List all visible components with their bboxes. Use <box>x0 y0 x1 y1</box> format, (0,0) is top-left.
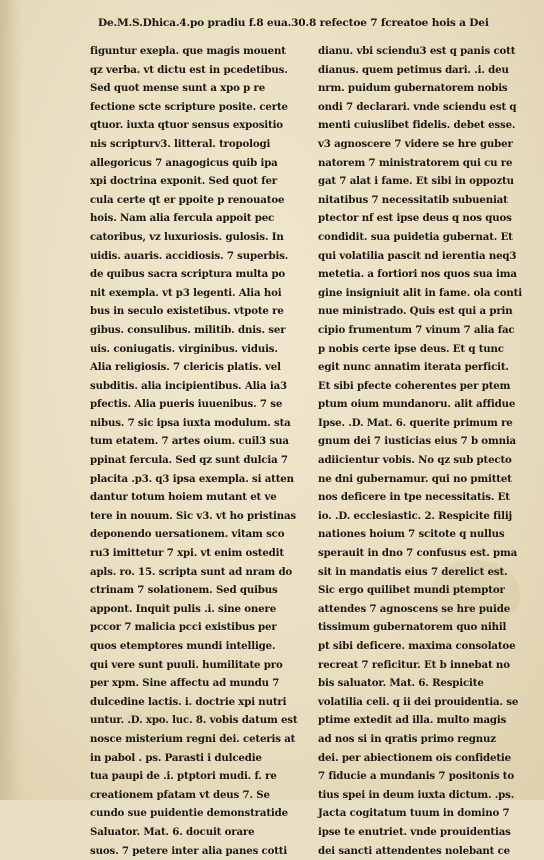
page-fold-shadow <box>0 0 22 800</box>
text-line: de quibus sacra scriptura multa po <box>90 268 286 281</box>
text-line: ru3 imittetur 7 xpi. vt enim ostedit <box>90 547 284 560</box>
text-line: tua paupi de .i. ptptori mudi. f. re <box>90 770 277 783</box>
text-line: bis saluator. Mat. 6. Respicite <box>318 677 484 690</box>
text-line: tissimum gubernatorem quo nihil <box>318 621 507 634</box>
text-line: subditis. alia incipientibus. Alia ia3 <box>90 379 287 392</box>
text-line: nos deficere in tpe necessitatis. Et <box>318 491 510 504</box>
text-line: ad nos si in qratis primo regnuz <box>318 732 496 745</box>
text-line: ptum oium mundanoru. alit affidue <box>318 398 516 411</box>
text-line: volatilia celi. q ii dei prouidentia. se <box>318 695 519 708</box>
running-header: De.M.S.Dhica.4.po pradiu f.8 eua.30.8 refectoe 7 fcreatoe hois a Dei <box>98 17 489 29</box>
text-line: pfectis. Alia pueris iuuenibus. 7 se <box>90 398 283 411</box>
text-line: qui volatilia pascit nd ierentia neq3 <box>318 249 517 262</box>
text-line: quos etemptores mundi intellige. <box>90 640 276 652</box>
text-line: Jacta cogitatum tuum in domino 7 <box>318 807 510 820</box>
text-line: natorem 7 ministratorem qui cu re <box>318 156 513 169</box>
text-line: gine insigniuit alit in fame. ola conti <box>318 286 522 299</box>
text-line: qtuor. iuxta qtuor sensus expositio <box>90 119 283 132</box>
text-line: in pabol . ps. Parasti i dulcedie <box>90 751 262 764</box>
text-line: gat 7 alat i fame. Et sibi in oppoztu <box>318 175 514 188</box>
text-line: gibus. consulibus. militib. dnis. ser <box>90 323 286 336</box>
text-line: adiicientur vobis. No qz sub ptecto <box>318 454 512 467</box>
text-line: nrm. puidum gubernatorem nobis <box>318 82 508 95</box>
text-line: sperauit in dno 7 confusus est. pma <box>318 547 518 560</box>
text-line: io. .D. ecclesiastic. 2. Respicite filij <box>318 509 513 522</box>
text-line: nit exempla. vt p3 legenti. Alia hoi <box>90 286 282 299</box>
text-line: Saluator. Mat. 6. docuit orare <box>90 825 255 838</box>
text-line: ctrinam 7 solationem. Sed quibus <box>90 584 278 597</box>
text-line: ptime extedit ad illa. multo magis <box>318 714 507 727</box>
text-line: qui vere sunt puuli. humilitate pro <box>90 658 283 671</box>
text-line: nibus. 7 sic ipsa iuxta modulum. sta <box>90 416 291 429</box>
text-line: ipse te enutriet. vnde prouidentias <box>318 825 511 838</box>
text-line: gnum dei 7 iusticias eius 7 b omnia <box>318 435 517 448</box>
text-line: dulcedine lactis. i. doctrie xpi nutri <box>90 695 287 708</box>
text-line: Sic ergo quilibet mundi ptemptor <box>318 584 505 597</box>
text-line: dianu. vbi sciendu3 est q panis cott <box>318 45 516 57</box>
text-line: uidis. auaris. accidiosis. 7 superbis. <box>90 249 289 262</box>
right-column <box>318 42 530 860</box>
text-line: catoribus, vz luxuriosis. gulosis. In <box>90 230 284 243</box>
left-column <box>90 42 308 860</box>
text-line: Et sibi pfecte coherentes per ptem <box>318 379 511 392</box>
text-line: placita .p3. q3 ipsa exempla. si atten <box>90 472 294 485</box>
text-line: dei sancti attendentes nolebant ce <box>318 844 510 857</box>
text-line: dantur totum hoiem mutant et ve <box>90 491 277 504</box>
text-line: qz verba. vt dictu est in pcedetibus. <box>90 63 288 76</box>
text-line: tius spei in deum iuxta dictum. .ps. <box>318 788 515 801</box>
text-line: figuntur exepla. que magis mouent <box>90 45 286 57</box>
text-line: pccor 7 malicia pcci existibus per <box>90 621 277 634</box>
text-line: allegoricus 7 anagogicus quib ipa <box>90 156 278 169</box>
text-line: ptector nf est ipse deus q nos quos <box>318 212 512 225</box>
text-line: nitatibus 7 necessitatib subueniat <box>318 193 508 206</box>
text-line: sit in mandatis eius 7 derelict est. <box>318 565 508 578</box>
text-line: ppinat fercula. Sed qz sunt dulcia 7 <box>90 454 288 467</box>
text-line: egit nunc annatim iterata perficit. <box>318 361 509 374</box>
text-line: tere in nouum. Sic v3. vt ho pristinas <box>90 509 297 522</box>
text-line: creationem pfatam vt deus 7. Se <box>90 788 270 801</box>
text-line: pt sibi deficere. maxima consolatoe <box>318 640 516 652</box>
text-line: attendes 7 agnoscens se hre puide <box>318 602 511 615</box>
text-line: per xpm. Sine affectu ad mundu 7 <box>90 677 280 690</box>
text-line: v3 agnoscere 7 videre se hre guber <box>318 137 513 150</box>
text-line: dei. per abiectionem ois confidetie <box>318 751 511 764</box>
text-line: apls. ro. 15. scripta sunt ad nram do <box>90 565 293 578</box>
text-line: bus in seculo existetibus. vtpote re <box>90 305 284 318</box>
text-line: untur. .D. xpo. luc. 8. vobis datum est <box>90 714 298 727</box>
text-line: suos. 7 petere inter alia panes cotti <box>90 844 288 857</box>
text-line: p nobis certe ipse deus. Et q tunc <box>318 342 504 355</box>
text-line: Alia religiosis. 7 clericis platis. vel <box>90 361 281 374</box>
text-line: nosce misterium regni dei. ceteris at <box>90 732 296 745</box>
text-line: menti cuiuslibet fidelis. debet esse. <box>318 119 516 132</box>
text-line: recreat 7 reficitur. Et b innebat no <box>318 658 510 671</box>
text-line: hois. Nam alia fercula appoit pec <box>90 212 275 225</box>
text-line: nue ministrado. Quis est qui a prin <box>318 305 513 318</box>
text-line: appont. Inquit pulis .i. sine onere <box>90 602 277 615</box>
text-line: tum etatem. 7 artes oium. cuil3 sua <box>90 435 289 448</box>
text-line: xpi doctrina exponit. Sed quot fer <box>90 175 278 188</box>
text-line: dianus. quem petimus dari. .i. deu <box>318 63 509 76</box>
text-line: uis. coniugatis. virginibus. viduis. <box>90 342 278 355</box>
text-line: 7 fiducie a mundanis 7 positonis to <box>318 770 515 783</box>
text-line: deponendo uersationem. vitam sco <box>90 528 285 541</box>
text-line: metetia. a fortiori nos quos sua ima <box>318 268 517 281</box>
text-line: nis scripturv3. litteral. tropologi <box>90 137 271 150</box>
text-line: Sed quot mense sunt a xpo p re <box>90 82 266 95</box>
text-line: ondi 7 declarari. vnde sciendu est q <box>318 100 517 113</box>
text-line: fectione scte scripture posite. certe <box>90 100 288 113</box>
text-line: nationes hoium 7 scitote q nullus <box>318 528 505 541</box>
text-line: cula certe qt er ppoite p renouatoe <box>90 193 285 206</box>
text-line: ne dni gubernamur. qui no pmittet <box>318 472 512 485</box>
text-line: condidit. sua puidetia gubernat. Et <box>318 230 513 243</box>
text-line: cipio frumentum 7 vinum 7 alia fac <box>318 323 515 336</box>
text-line: cundo sue puidentie demonstratide <box>90 807 288 820</box>
text-line: Ipse. .D. Mat. 6. querite primum re <box>318 416 513 429</box>
